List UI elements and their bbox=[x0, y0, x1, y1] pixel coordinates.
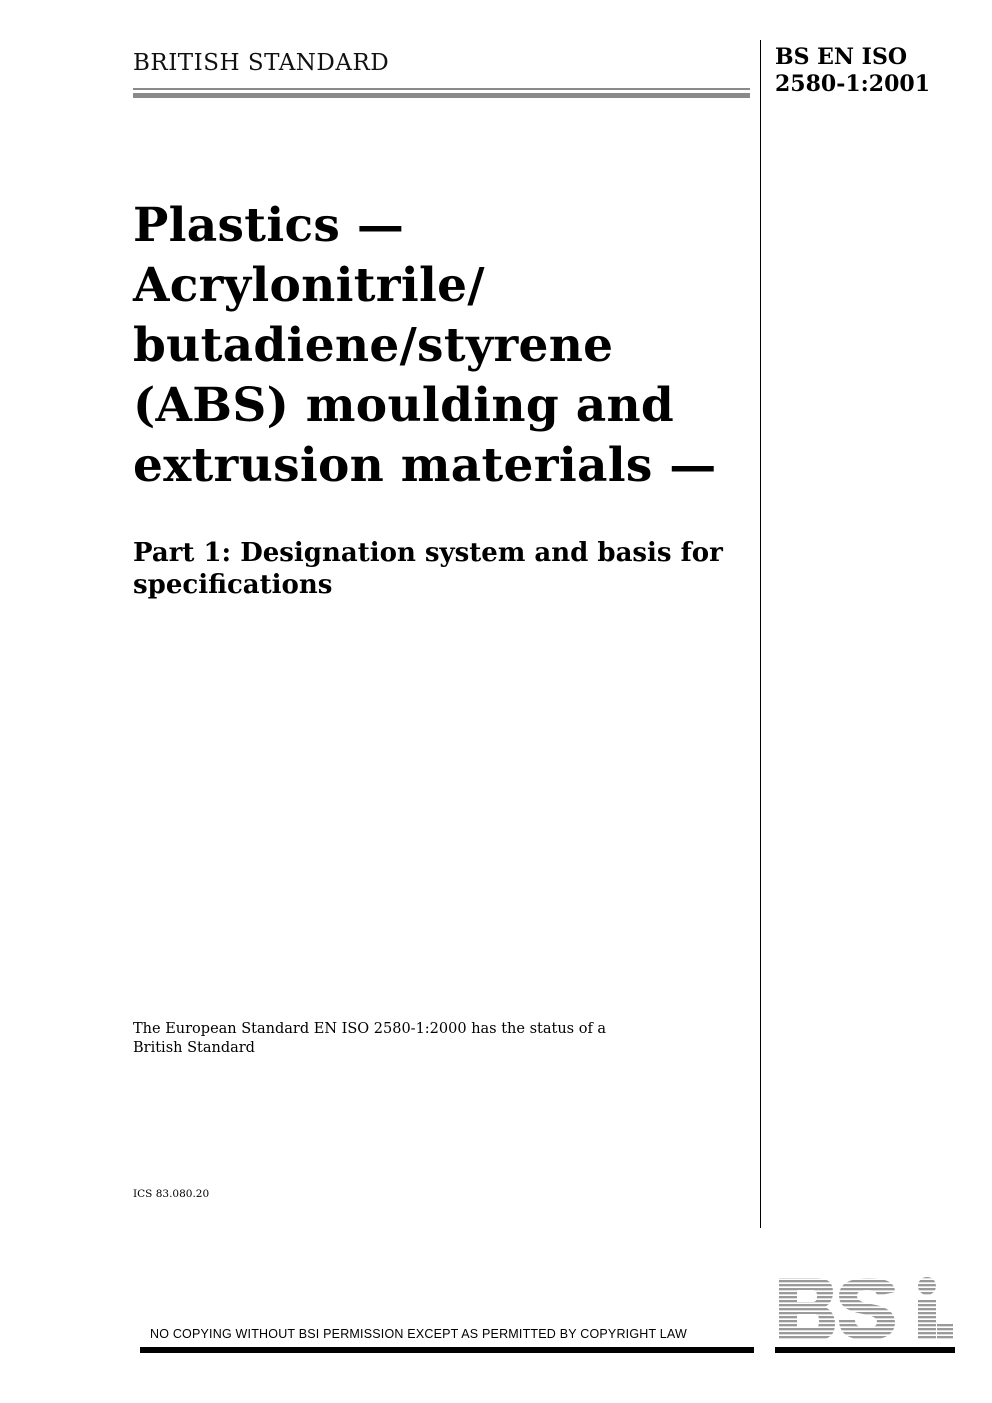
series-label: BRITISH STANDARD bbox=[133, 50, 390, 76]
status-note-line2: British Standard bbox=[133, 1040, 255, 1056]
title-line: Plastics — bbox=[133, 198, 405, 253]
document-subtitle bbox=[133, 537, 763, 601]
vertical-divider bbox=[760, 40, 761, 1228]
header-rule-thin bbox=[133, 88, 750, 90]
footer-rule bbox=[140, 1347, 754, 1353]
subtitle-line: specifications bbox=[133, 570, 333, 600]
title-line: Acrylonitrile/ bbox=[133, 258, 485, 313]
standard-number bbox=[775, 44, 930, 98]
ics-code: ICS 83.080.20 bbox=[133, 1188, 210, 1200]
standard-number-line2: 2580-1:2001 bbox=[775, 71, 931, 97]
standard-number-line1: BS EN ISO bbox=[775, 44, 908, 70]
footer-rule-right bbox=[775, 1347, 955, 1353]
subtitle-line: Part 1: Designation system and basis for bbox=[133, 538, 723, 568]
header-rule-thick bbox=[133, 93, 750, 98]
copyright-notice: NO COPYING WITHOUT BSI PERMISSION EXCEPT AS PERMITTED BY COPYRIGHT LAW bbox=[150, 1327, 688, 1341]
status-note bbox=[133, 1020, 693, 1058]
title-line: (ABS) moulding and bbox=[133, 378, 675, 433]
title-line: butadiene/styrene bbox=[133, 318, 614, 373]
document-title bbox=[133, 196, 753, 496]
title-line: extrusion materials — bbox=[133, 438, 717, 493]
status-note-line1: The European Standard EN ISO 2580-1:2000 has the status of a bbox=[133, 1021, 607, 1037]
bsi-logo bbox=[777, 1276, 955, 1342]
bsi-logo-text: BSI bbox=[777, 1276, 779, 1277]
